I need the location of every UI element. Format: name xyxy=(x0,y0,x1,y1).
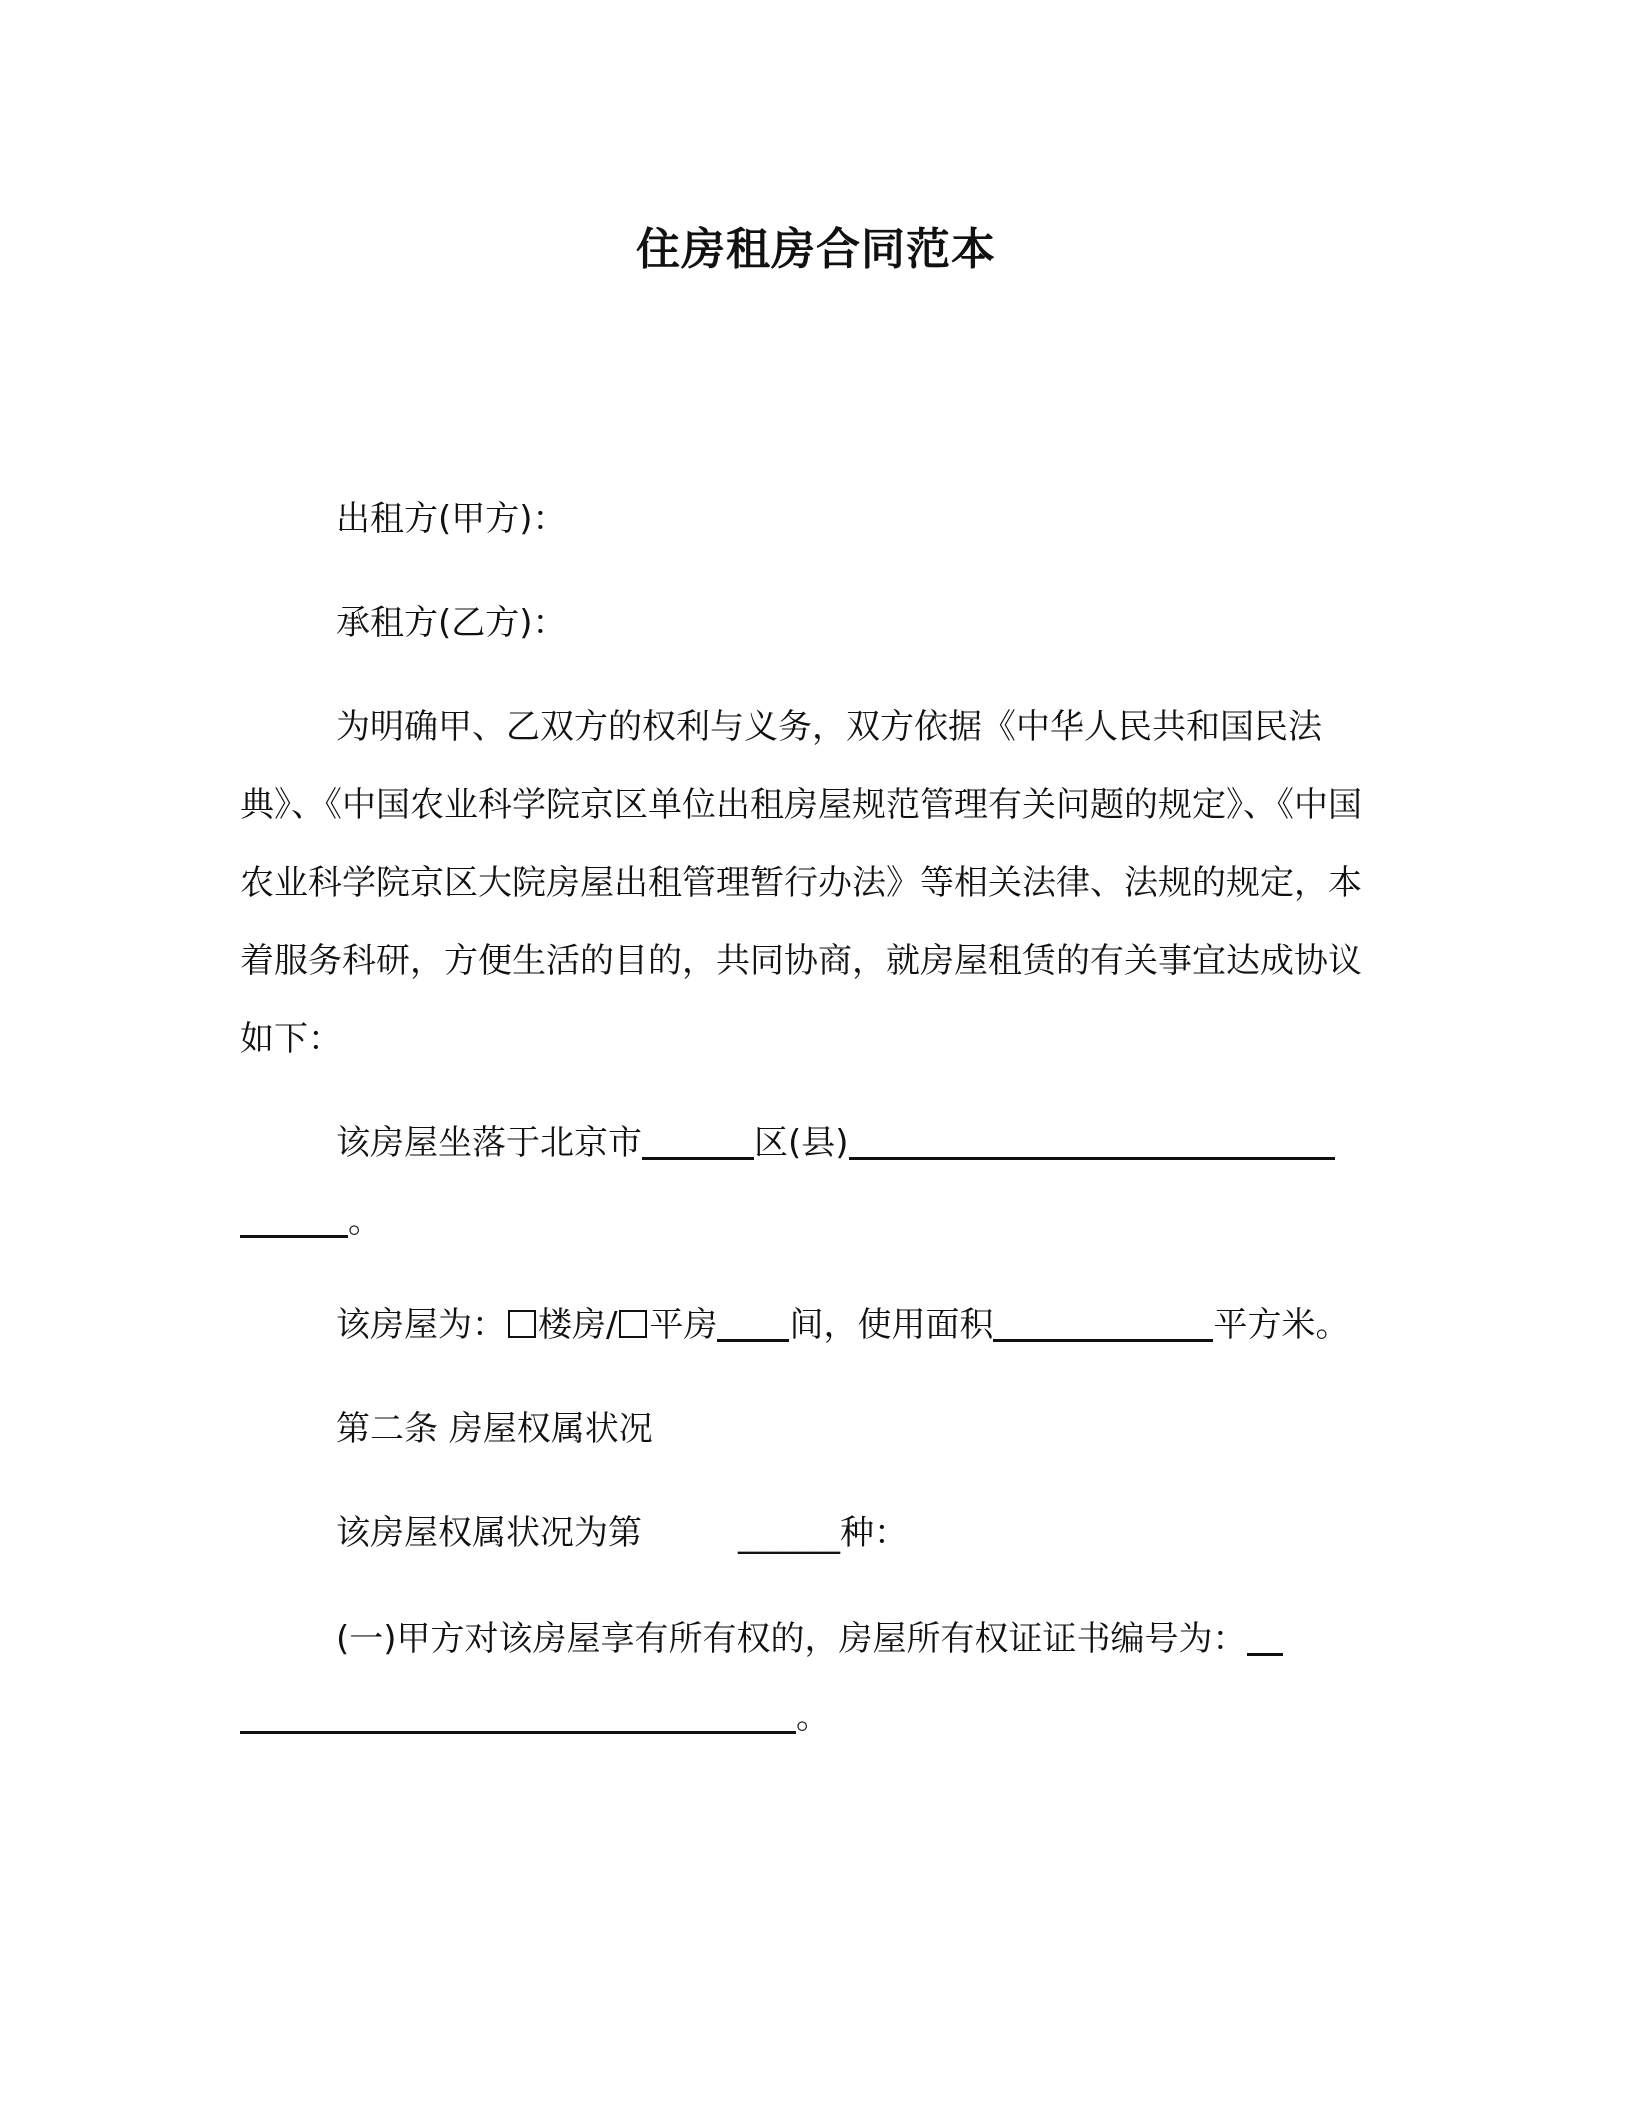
district-blank xyxy=(642,1121,754,1160)
checkbox-building xyxy=(508,1310,536,1338)
location-text-district: 区(县) xyxy=(754,1123,849,1163)
address-blank-continued xyxy=(240,1199,348,1238)
certificate-number-blank-continued xyxy=(240,1695,796,1734)
ownership-item-1 xyxy=(240,1600,1380,1756)
lessee-line: 承租方(乙方)： xyxy=(336,603,567,643)
rooms-blank xyxy=(717,1303,789,1342)
area-unit: 平方米。 xyxy=(1213,1305,1350,1345)
ownership-type-blank: ______ xyxy=(738,1515,840,1555)
location-text-city: 该房屋坐落于北京市 xyxy=(336,1123,642,1163)
house-type-bungalow: 平房 xyxy=(649,1305,718,1345)
house-type-paragraph xyxy=(240,1286,1380,1364)
ownership-status-label: 该房屋权属状况为第 xyxy=(336,1513,642,1553)
address-blank xyxy=(849,1121,1335,1160)
certificate-number-blank xyxy=(1247,1617,1283,1656)
lessor-line: 出租方(甲方)： xyxy=(336,499,567,539)
checkbox-bungalow xyxy=(619,1310,647,1338)
ownership-status-end: 种： xyxy=(840,1513,908,1553)
document-body xyxy=(240,480,1380,1782)
house-type-building: 楼房/ xyxy=(538,1305,618,1345)
ownership-status-paragraph xyxy=(240,1494,1380,1574)
location-paragraph xyxy=(240,1104,1380,1260)
document-title: 住房租房合同范本 xyxy=(636,224,996,275)
ownership-item-1-text: (一)甲方对该房屋享有所有权的，房屋所有权证证书编号为： xyxy=(336,1619,1247,1659)
house-type-label: 该房屋为： xyxy=(336,1305,506,1345)
area-label: 间，使用面积 xyxy=(789,1305,994,1345)
article-2-heading: 第二条 房屋权属状况 xyxy=(336,1409,653,1449)
area-blank xyxy=(993,1303,1213,1342)
preamble-paragraph: 为明确甲、乙双方的权利与义务，双方依据《中华人民共和国民法典》、《中国农业科学院京区单位出租房屋规范管理有关问题的规定》、《中国农业科学院京区大院房屋出租管理暂行办法》等相关法律、法规的规定，本着服务科研，方便生活的目的，共同协商，就房屋租赁的有关事宜达成协议如下： xyxy=(240,707,1362,1059)
ownership-item-1-end: 。 xyxy=(796,1697,830,1737)
location-end: 。 xyxy=(348,1201,382,1241)
